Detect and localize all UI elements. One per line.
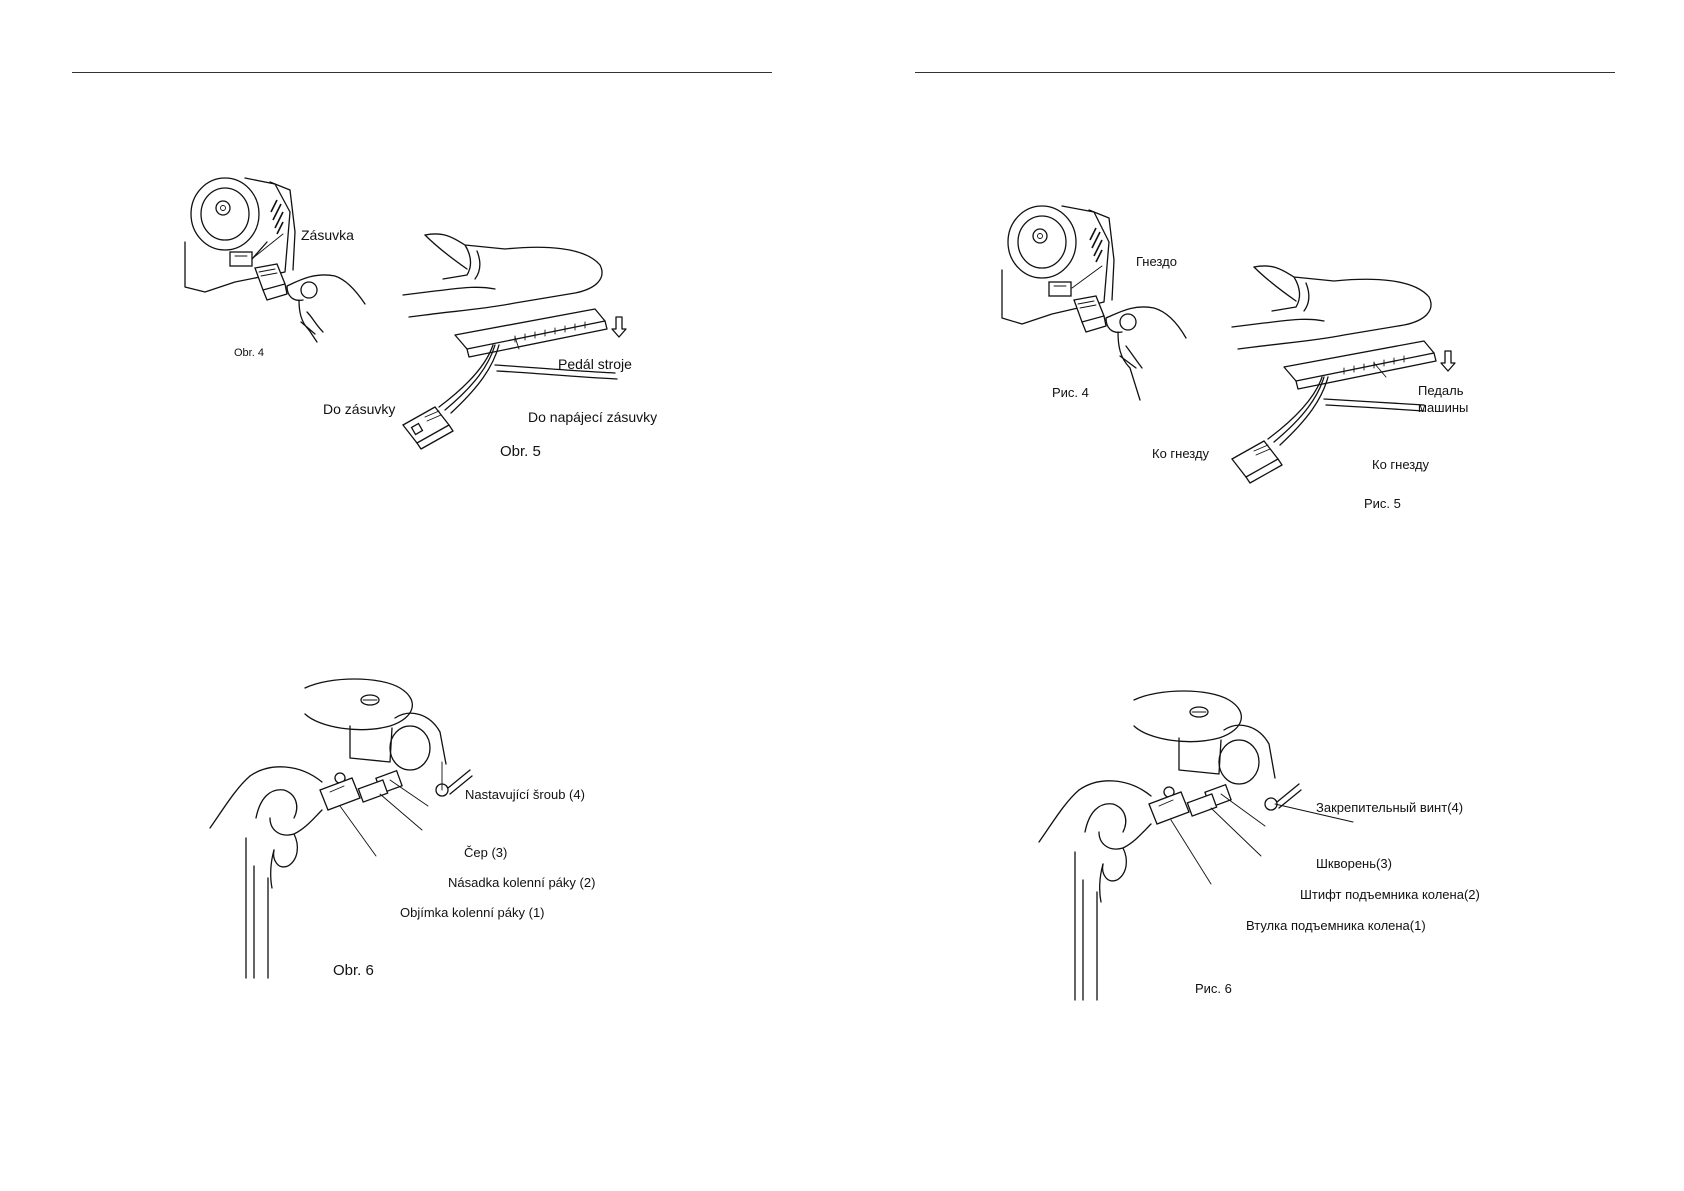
fig5-to-socket-label: Ко гнезду — [1372, 457, 1430, 472]
fig4-to-socket-label: Do zásuvky — [323, 401, 396, 417]
header-rule — [915, 72, 1615, 73]
fig5-pedal-label-line2: машины — [1418, 400, 1469, 415]
fig4-caption: Рис. 4 — [1052, 385, 1089, 400]
fig5-pedal-label: Pedál stroje — [558, 356, 632, 372]
header-rule — [72, 72, 772, 73]
fig6-attachment-label: Násadka kolenní páky (2) — [448, 875, 596, 890]
fig6-screw-label: Закрепительный винт(4) — [1316, 800, 1464, 815]
fig6-pin-label: Шкворень(3) — [1316, 856, 1392, 871]
fig5-caption: Obr. 5 — [500, 443, 541, 460]
figure-5-illustration — [395, 225, 635, 470]
fig6-sleeve-label: Втулка подъемника колена(1) — [1246, 918, 1426, 933]
fig6-pin-label: Čep (3) — [464, 845, 508, 860]
fig6-attachment-label: Штифт подъемника колена(2) — [1300, 887, 1480, 902]
fig6-sleeve-label: Objímka kolenní páky (1) — [400, 905, 545, 920]
fig5-pedal-label-line1: Педаль — [1418, 383, 1464, 398]
figure-4-illustration — [992, 200, 1222, 405]
fig6-caption: Рис. 6 — [1195, 981, 1232, 996]
figure-4-illustration — [175, 172, 395, 352]
right-page — [842, 0, 1684, 1191]
fig5-caption: Рис. 5 — [1364, 496, 1401, 511]
figure-6-illustration — [210, 678, 570, 980]
figure-6-illustration — [1039, 690, 1399, 1002]
fig5-to-power-label: Do napájecí zásuvky — [528, 409, 658, 425]
fig4-socket-label: Zásuvka — [301, 227, 354, 243]
fig6-screw-label: Nastavující šroub (4) — [465, 787, 585, 802]
fig4-to-socket-label: Ко гнезду — [1152, 446, 1210, 461]
fig6-caption: Obr. 6 — [333, 962, 374, 979]
fig4-socket-label: Гнездо — [1136, 254, 1177, 269]
fig4-caption: Obr. 4 — [234, 347, 264, 359]
